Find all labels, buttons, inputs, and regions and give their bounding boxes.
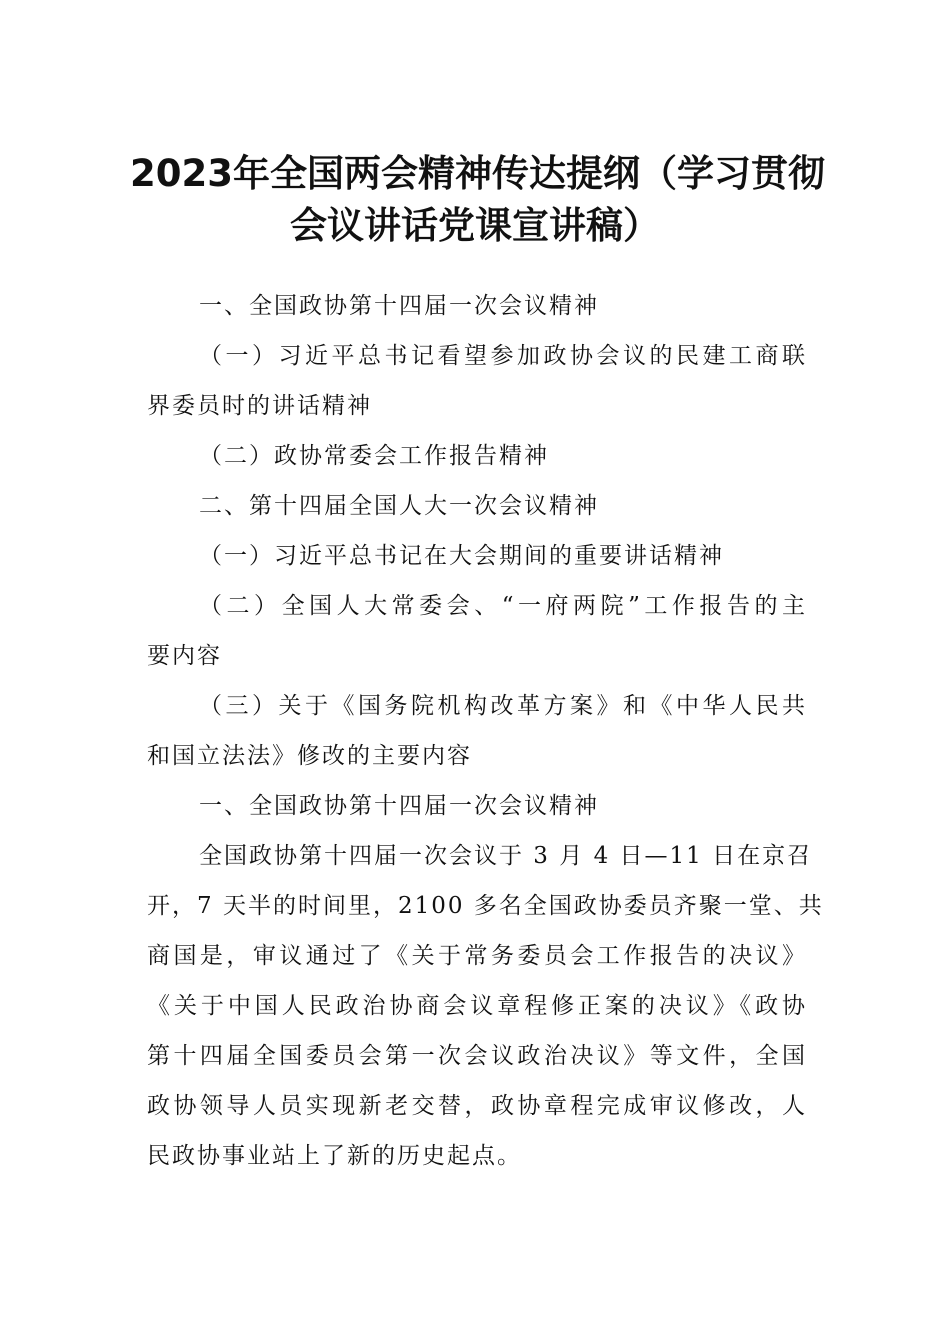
text-line: 商国是，审议通过了《关于常务委员会工作报告的决议》 [147, 943, 807, 969]
subsection-heading [147, 681, 807, 781]
title-line: 2023年全国两会精神传达提纲（学习贯彻 [130, 152, 825, 195]
subsection-heading [147, 531, 807, 581]
text-line: 和国立法法》修改的主要内容 [147, 743, 472, 769]
section-heading [147, 281, 807, 331]
text-line: 《关于中国人民政治协商会议章程修正案的决议》《政协 [147, 993, 807, 1019]
body-paragraph [147, 831, 824, 1181]
text-line: 开，7 天半的时间里，2100 多名全国政协委员齐聚一堂、共 [147, 893, 824, 919]
text-line: （一）习近平总书记看望参加政协会议的民建工商联 [199, 343, 807, 369]
text-line: 一、全国政协第十四届一次会议精神 [199, 793, 599, 819]
text-line: 民政协事业站上了新的历史起点。 [147, 1143, 522, 1169]
text-line: （二）全国人大常委会、“一府两院”工作报告的主 [199, 593, 807, 619]
document-title [130, 148, 825, 252]
text-line: （二）政协常委会工作报告精神 [199, 443, 549, 469]
title-line: 会议讲话党课宣讲稿） [290, 204, 660, 247]
section-heading [147, 481, 807, 531]
text-line: 二、第十四届全国人大一次会议精神 [199, 493, 599, 519]
text-line: （三）关于《国务院机构改革方案》和《中华人民共 [199, 693, 807, 719]
document-body [147, 281, 824, 1181]
text-line: 一、全国政协第十四届一次会议精神 [199, 293, 599, 319]
text-line: 政协领导人员实现新老交替，政协章程完成审议修改，人 [147, 1093, 807, 1119]
text-line: （一）习近平总书记在大会期间的重要讲话精神 [199, 543, 724, 569]
subsection-heading [147, 331, 807, 431]
text-line: 要内容 [147, 643, 222, 669]
subsection-heading [147, 581, 807, 681]
section-heading [147, 781, 807, 831]
text-line: 第十四届全国委员会第一次会议政治决议》等文件，全国 [147, 1043, 807, 1069]
subsection-heading [147, 431, 807, 481]
text-line: 界委员时的讲话精神 [147, 393, 372, 419]
text-line: 全国政协第十四届一次会议于 3 月 4 日—11 日在京召 [199, 843, 813, 869]
